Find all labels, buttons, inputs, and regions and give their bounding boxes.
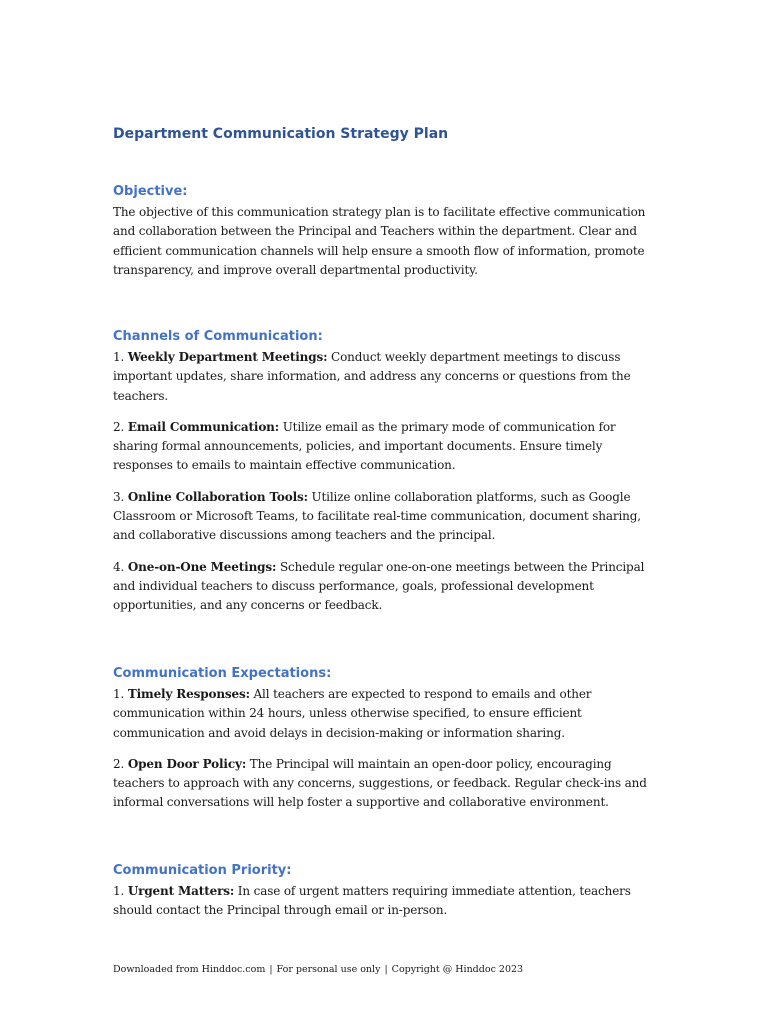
footer-separator: | bbox=[269, 964, 273, 975]
objective-section bbox=[113, 183, 658, 280]
item-number: 1. bbox=[113, 687, 128, 701]
item-number: 1. bbox=[113, 884, 128, 898]
item-number: 4. bbox=[113, 559, 128, 574]
list-item bbox=[113, 348, 658, 406]
document-title: Department Communication Strategy Plan bbox=[113, 126, 449, 142]
item-number: 3. bbox=[113, 489, 128, 504]
list-item bbox=[113, 418, 658, 476]
channels-section bbox=[113, 328, 658, 628]
item-text: Conduct weekly department meetings to discuss important updates, share information, and address any concerns or questions from the teachers. bbox=[113, 350, 631, 403]
channels-heading: Channels of Communication: bbox=[113, 329, 323, 344]
item-text: Utilize email as the primary mode of communication for sharing formal announcements, policies, and important documents. Ensure timely responses to emails to maintain effective communication. bbox=[113, 419, 616, 473]
item-label: Email Communication: bbox=[127, 419, 280, 434]
list-item bbox=[113, 685, 658, 743]
objective-heading: Objective: bbox=[113, 184, 188, 199]
item-number: 1. bbox=[113, 350, 128, 364]
priority-heading: Communication Priority: bbox=[113, 863, 292, 878]
item-label: One-on-One Meetings: bbox=[127, 559, 277, 574]
list-item bbox=[113, 755, 658, 813]
footer-downloaded: Downloaded from Hinddoc.com bbox=[113, 964, 266, 975]
footer-personal: For personal use only bbox=[276, 964, 381, 975]
item-text: Schedule regular one-on-one meetings between the Principal and individual teachers to discuss performance, goals, professional development opportunities, and any concerns or feedback. bbox=[113, 559, 645, 613]
item-text: In case of urgent matters requiring immediate attention, teachers should contact the Principal through email or in-person. bbox=[113, 884, 631, 918]
item-number: 2. bbox=[113, 756, 128, 771]
expectations-section bbox=[113, 665, 658, 825]
priority-section bbox=[113, 862, 658, 933]
footer-separator: | bbox=[384, 964, 388, 975]
list-item bbox=[113, 558, 658, 616]
item-label: Weekly Department Meetings: bbox=[127, 350, 328, 364]
item-text: Utilize online collaboration platforms, such as Google Classroom or Microsoft Teams, to facilitate real-time communication, document sharing, and collaborative discussions among teachers and the principal. bbox=[113, 489, 641, 543]
objective-text: The objective of this communication strategy plan is to facilitate effective communication and collaboration between the Principal and Teachers within the department. Clear and efficient communication channels will help ensure a smooth flow of information, promote transparency, and improve overall departmental productivity. bbox=[113, 205, 646, 277]
item-label: Timely Responses: bbox=[127, 687, 250, 701]
item-text: All teachers are expected to respond to emails and other communication within 24 hours, unless otherwise specified, to ensure efficient communication and avoid delays in decision-making or information sharing. bbox=[113, 687, 592, 740]
item-label: Urgent Matters: bbox=[127, 884, 235, 898]
page-footer bbox=[113, 964, 523, 975]
item-label: Online Collaboration Tools: bbox=[127, 489, 308, 504]
list-item bbox=[113, 488, 658, 546]
item-text: The Principal will maintain an open-door policy, encouraging teachers to approach with any concerns, suggestions, or feedback. Regular check-ins and informal conversations will help foster a supportive and collaborative environment. bbox=[113, 756, 647, 810]
list-item bbox=[113, 882, 658, 921]
footer-copyright: Copyright @ Hinddoc 2023 bbox=[391, 964, 524, 975]
item-number: 2. bbox=[113, 419, 128, 434]
expectations-heading: Communication Expectations: bbox=[113, 666, 332, 681]
item-label: Open Door Policy: bbox=[127, 756, 247, 771]
